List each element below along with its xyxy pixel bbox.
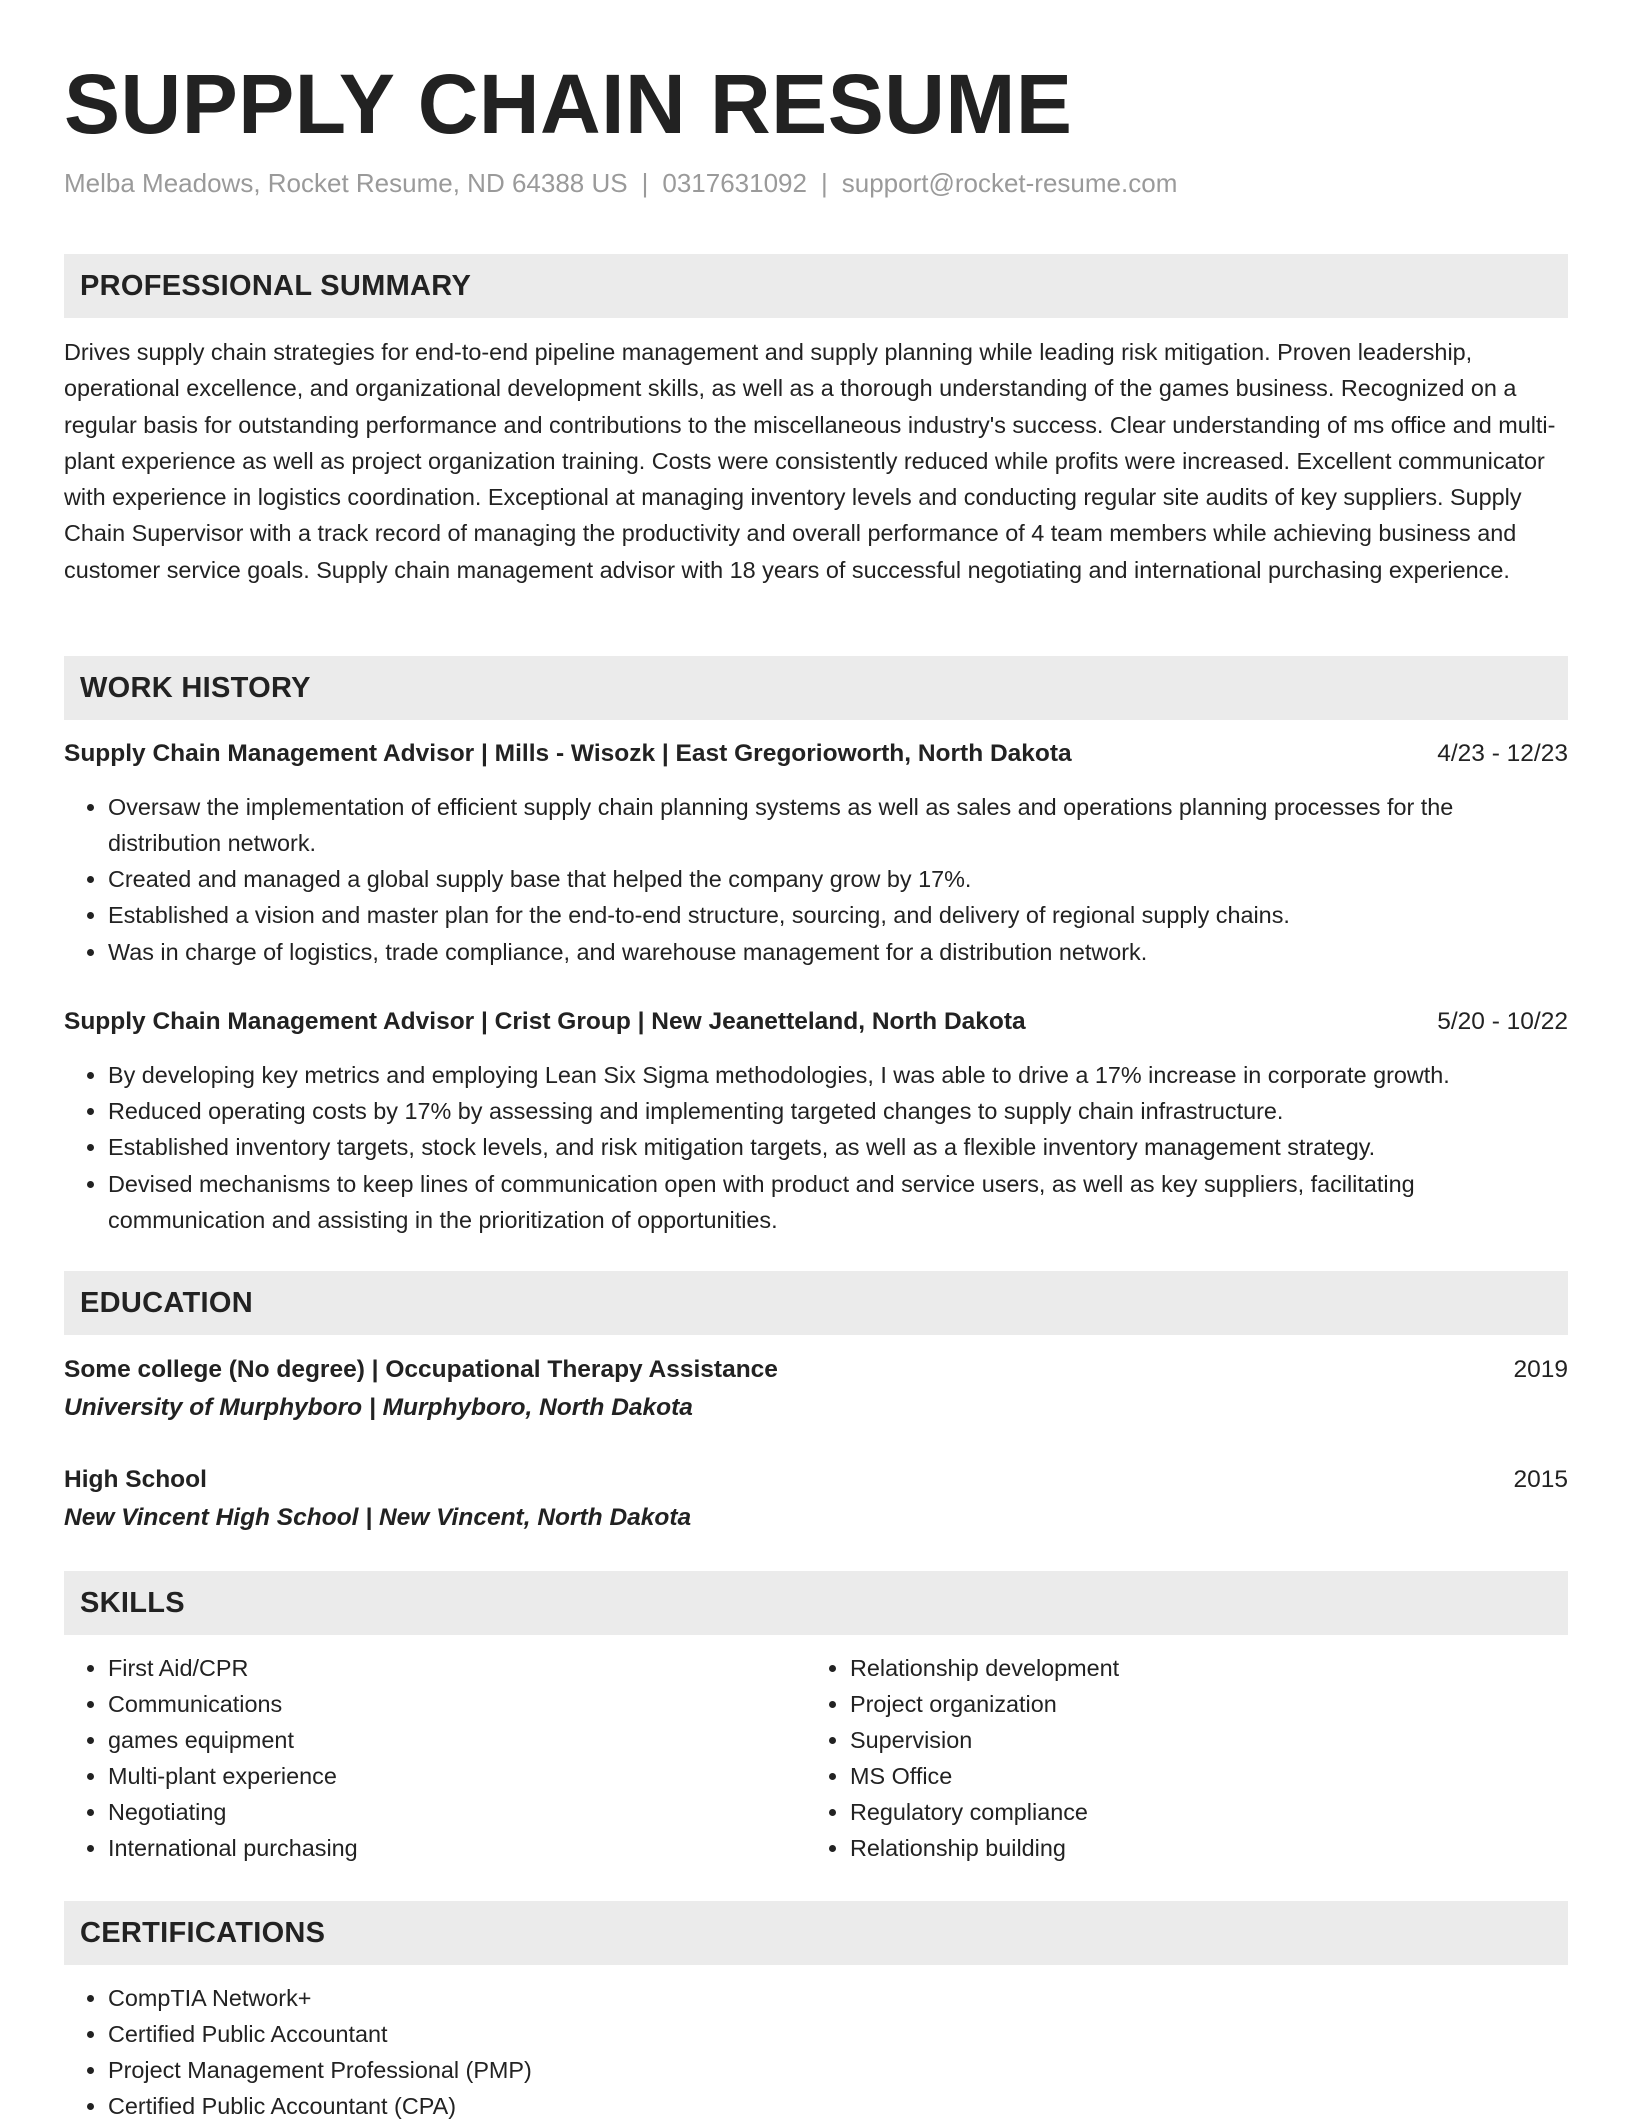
job-bullet: • Was in charge of logistics, trade compliance, and warehouse management for a distribution network.	[108, 934, 1568, 970]
contact-email: support@rocket-resume.com	[841, 168, 1178, 198]
section-heading: CERTIFICATIONS	[80, 1917, 326, 1949]
section-header-certifications	[64, 1901, 1568, 1965]
section-header-work-history	[64, 656, 1568, 720]
section-heading: PROFESSIONAL SUMMARY	[80, 270, 472, 302]
skill-item: • MS Office	[850, 1758, 1506, 1794]
job-dates: 5/20 - 10/22	[1437, 1008, 1568, 1035]
skill-item: • Supervision	[850, 1722, 1506, 1758]
job-dates: 4/23 - 12/23	[1437, 740, 1568, 767]
education-title: High School	[64, 1466, 207, 1493]
contact-line	[64, 166, 1177, 200]
job-bullet: • Created and managed a global supply base that helped the company grow by 17%.	[108, 861, 1568, 897]
job-bullet: • Oversaw the implementation of efficient supply chain planning systems as well as sales and operations planning processes for the distribution network.	[108, 789, 1568, 861]
skill-item: • International purchasing	[108, 1830, 764, 1866]
job-bullet: • Devised mechanisms to keep lines of communication open with product and service users, as well as key suppliers, facilitating communication and assisting in the prioritization of opportunities.	[108, 1166, 1568, 1238]
education-year: 2019	[1513, 1356, 1568, 1383]
skills-list-right	[806, 1650, 1506, 1866]
certification-item: • Certified Public Accountant (CPA)	[108, 2088, 1568, 2124]
skill-item: • Multi-plant experience	[108, 1758, 764, 1794]
section-heading: EDUCATION	[80, 1287, 253, 1319]
education-entry-header	[64, 1352, 1568, 1388]
job-bullet: • By developing key metrics and employing Lean Six Sigma methodologies, I was able to drive a 17% increase in corporate growth.	[108, 1057, 1568, 1093]
skill-item: • First Aid/CPR	[108, 1650, 764, 1686]
education-school: University of Murphyboro | Murphyboro, North Dakota	[64, 1394, 693, 1421]
certification-item: • Certified Public Accountant	[108, 2016, 1568, 2052]
contact-separator: |	[820, 168, 828, 198]
skill-item: • Communications	[108, 1686, 764, 1722]
contact-separator: |	[641, 168, 649, 198]
certifications-list	[64, 1980, 1568, 2124]
section-header-summary	[64, 254, 1568, 318]
job-bullet: • Established a vision and master plan for the end-to-end structure, sourcing, and delivery of regional supply chains.	[108, 897, 1568, 933]
skill-item: • Relationship development	[850, 1650, 1506, 1686]
skill-item: • Relationship building	[850, 1830, 1506, 1866]
certification-item: • Project Management Professional (PMP)	[108, 2052, 1568, 2088]
skill-item: • games equipment	[108, 1722, 764, 1758]
section-heading: SKILLS	[80, 1587, 185, 1619]
summary-text: Drives supply chain strategies for end-to-end pipeline management and supply planning while leading risk mitigation. Proven leadership, operational excellence, and organizational development skills, as well as a thorough understanding of the games business. Recognized on a regular basis for outstanding performance and contributions to the miscellaneous industry's success. Clear understanding of ms office and multi-plant experience as well as project organization training. Costs were consistently reduced while profits were increased. Excellent communicator with experience in logistics coordination. Exceptional at managing inventory levels and conducting regular site audits of key suppliers. Supply Chain Supervisor with a track record of managing the productivity and overall performance of 4 team members while achieving business and customer service goals. Supply chain management advisor with 18 years of successful negotiating and international purchasing experience.	[64, 339, 1556, 583]
job-title: Supply Chain Management Advisor | Crist Group | New Jeanetteland, North Dakota	[64, 1008, 1026, 1035]
section-header-skills	[64, 1571, 1568, 1635]
job-entry-header	[64, 736, 1568, 772]
contact-address: Melba Meadows, Rocket Resume, ND 64388 US	[64, 168, 628, 198]
skills-list-left	[64, 1650, 764, 1866]
section-header-education	[64, 1271, 1568, 1335]
education-entry-header	[64, 1462, 1568, 1498]
resume-title: SUPPLY CHAIN RESUME	[64, 57, 1073, 151]
education-title: Some college (No degree) | Occupational Therapy Assistance	[64, 1356, 778, 1383]
job-bullet: • Established inventory targets, stock levels, and risk mitigation targets, as well as a flexible inventory management strategy.	[108, 1129, 1568, 1165]
skill-item: • Regulatory compliance	[850, 1794, 1506, 1830]
job-bullets	[64, 789, 1568, 970]
section-heading: WORK HISTORY	[80, 672, 311, 704]
job-bullets	[64, 1057, 1568, 1238]
skill-item: • Project organization	[850, 1686, 1506, 1722]
education-school: New Vincent High School | New Vincent, North Dakota	[64, 1504, 692, 1531]
job-entry-header	[64, 1004, 1568, 1040]
job-title: Supply Chain Management Advisor | Mills - Wisozk | East Gregorioworth, North Dakota	[64, 740, 1072, 767]
contact-phone: 0317631092	[662, 168, 807, 198]
certification-item: • CompTIA Network+	[108, 1980, 1568, 2016]
education-year: 2015	[1513, 1466, 1568, 1493]
skill-item: • Negotiating	[108, 1794, 764, 1830]
job-bullet: • Reduced operating costs by 17% by assessing and implementing targeted changes to supply chain infrastructure.	[108, 1093, 1568, 1129]
